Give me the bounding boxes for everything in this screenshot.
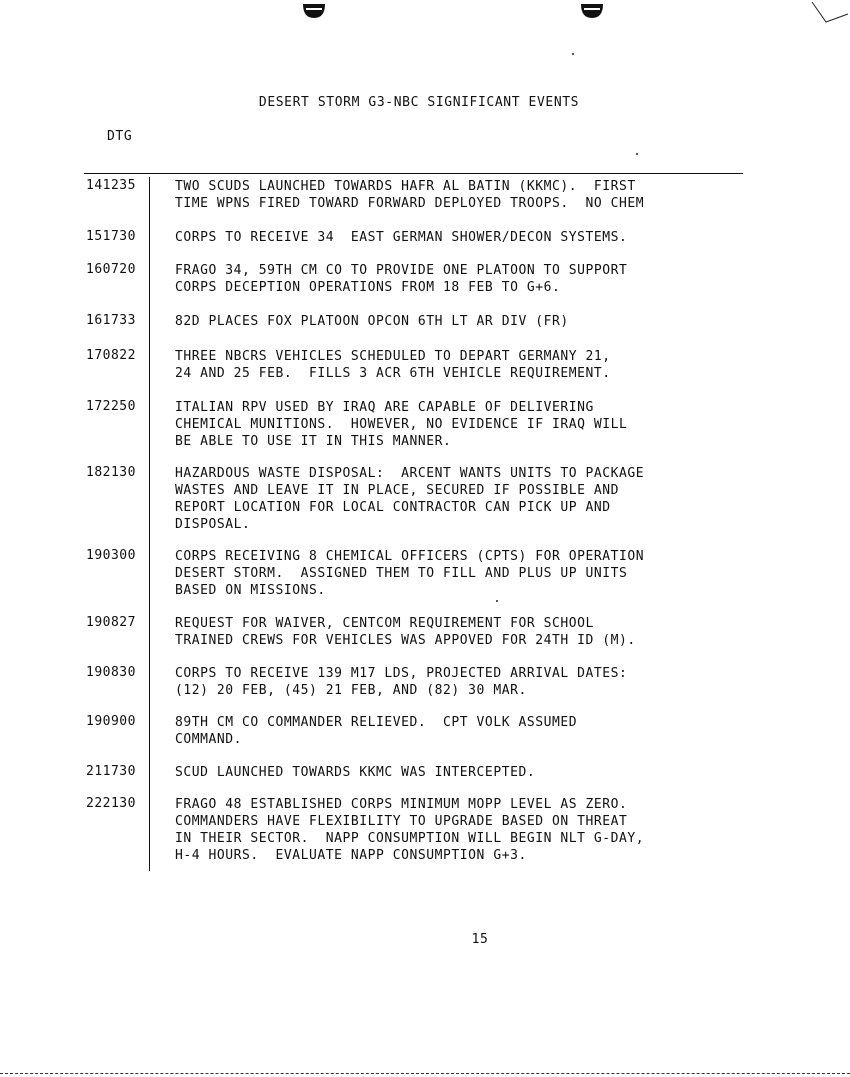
event-text: ITALIAN RPV USED BY IRAQ ARE CAPABLE OF DELIVERING CHEMICAL MUNITIONS. HOWEVER, NO EVIDENCE IF IRAQ WILL BE ABLE TO USE IT IN THIS MANNER. xyxy=(175,400,628,449)
event-text: SCUD LAUNCHED TOWARDS KKMC WAS INTERCEPTED. xyxy=(175,765,536,780)
page-corner-mark-icon xyxy=(810,0,850,30)
event-dtg: 222130 xyxy=(86,796,136,811)
event-text: FRAGO 34, 59TH CM CO TO PROVIDE ONE PLATOON TO SUPPORT CORPS DECEPTION OPERATIONS FROM 18 FEB TO G+6. xyxy=(175,263,628,295)
header-rule xyxy=(84,173,743,174)
event-dtg: 172250 xyxy=(86,399,136,414)
event-dtg: 161733 xyxy=(86,313,136,328)
event-text: CORPS RECEIVING 8 CHEMICAL OFFICERS (CPTS) FOR OPERATION DESERT STORM. ASSIGNED THEM TO FILL AND PLUS UP UNITS BASED ON MISSIONS. xyxy=(175,549,645,598)
event-text: FRAGO 48 ESTABLISHED CORPS MINIMUM MOPP LEVEL AS ZERO. COMMANDERS HAVE FLEXIBILITY TO UPGRADE BASED ON THREAT IN THEIR SECTOR. NAPP CONSUMPTION WILL BEGIN NLT G-DAY, H-4 HOURS. EVALUATE NAPP CONSUMPTION G+3. xyxy=(175,797,645,863)
event-text: HAZARDOUS WASTE DISPOSAL: ARCENT WANTS UNITS TO PACKAGE WASTES AND LEAVE IT IN PLACE, SECURED IF POSSIBLE AND REPORT LOCATION FOR LOCAL CONTRACTOR CAN PICK UP AND DISPOSAL. xyxy=(175,466,645,532)
event-dtg: 182130 xyxy=(86,465,136,480)
event-dtg: 141235 xyxy=(86,178,136,193)
binder-hole-icon xyxy=(301,2,327,20)
scan-speck xyxy=(636,153,638,155)
event-dtg: 190300 xyxy=(86,548,136,563)
event-dtg: 190900 xyxy=(86,714,136,729)
binder-hole-icon xyxy=(579,2,605,20)
scan-edge-rule xyxy=(0,1073,850,1075)
event-dtg: 151730 xyxy=(86,229,136,244)
scan-speck xyxy=(572,53,574,55)
page-number: 15 xyxy=(471,932,489,947)
column-divider xyxy=(149,177,150,871)
event-text: THREE NBCRS VEHICLES SCHEDULED TO DEPART GERMANY 21, 24 AND 25 FEB. FILLS 3 ACR 6TH VEHICLE REQUIREMENT. xyxy=(175,349,611,381)
event-text: 82D PLACES FOX PLATOON OPCON 6TH LT AR DIV (FR) xyxy=(175,314,569,329)
event-text: CORPS TO RECEIVE 139 M17 LDS, PROJECTED ARRIVAL DATES: (12) 20 FEB, (45) 21 FEB, AND (82) 30 MAR. xyxy=(175,666,628,698)
event-dtg: 160720 xyxy=(86,262,136,277)
event-dtg: 190827 xyxy=(86,615,136,630)
document-title: DESERT STORM G3-NBC SIGNIFICANT EVENTS xyxy=(258,95,580,110)
event-dtg: 190830 xyxy=(86,665,136,680)
event-dtg: 211730 xyxy=(86,764,136,779)
event-text: CORPS TO RECEIVE 34 EAST GERMAN SHOWER/DECON SYSTEMS. xyxy=(175,230,628,245)
event-text: 89TH CM CO COMMANDER RELIEVED. CPT VOLK ASSUMED COMMAND. xyxy=(175,715,578,747)
event-text: REQUEST FOR WAIVER, CENTCOM REQUIREMENT FOR SCHOOL TRAINED CREWS FOR VEHICLES WAS APPOVED FOR 24TH ID (M). xyxy=(175,616,636,648)
scan-speck xyxy=(496,600,498,602)
event-dtg: 170822 xyxy=(86,348,136,363)
event-text: TWO SCUDS LAUNCHED TOWARDS HAFR AL BATIN (KKMC). FIRST TIME WPNS FIRED TOWARD FORWARD DEPLOYED TROOPS. NO CHEM xyxy=(175,179,645,211)
dtg-column-label: DTG xyxy=(107,129,133,144)
